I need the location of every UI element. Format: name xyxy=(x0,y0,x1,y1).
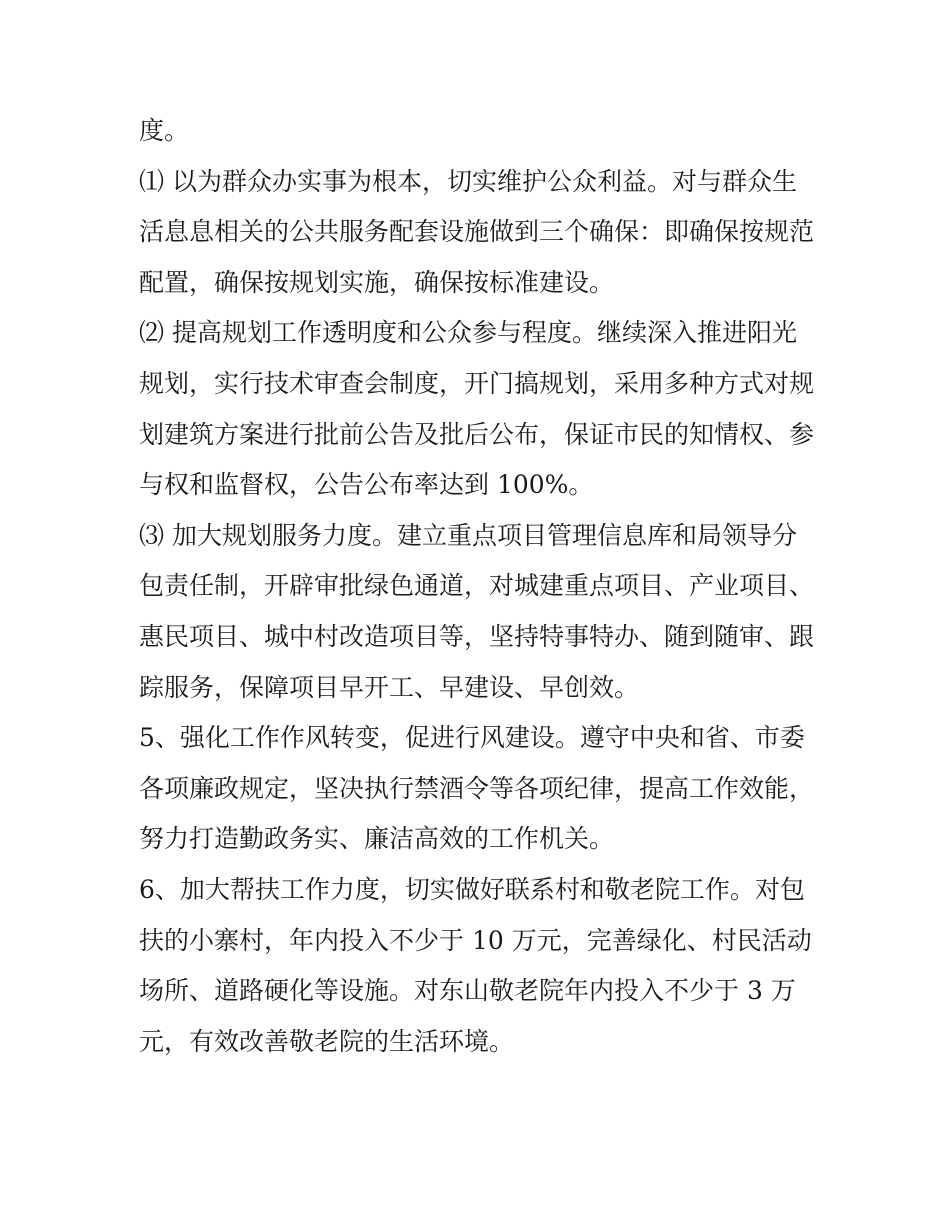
paragraph-section-5 xyxy=(139,713,819,865)
text-line: 惠民项目、城中村改造项目等，坚持特事特办、随到随审、跟 xyxy=(139,621,815,651)
text-line: 元，有效改善敬老院的生活环境。 xyxy=(139,1026,515,1056)
paragraph-item-1 xyxy=(139,157,819,309)
text-line: 划建筑方案进行批前公告及批后公布，保证市民的知情权、参 xyxy=(139,419,815,449)
text-line: 度。 xyxy=(139,116,190,145)
text-line: 包责任制，开辟审批绿色通道，对城建重点项目、产业项目、 xyxy=(139,571,815,601)
text-line: 扶的小寨村，年内投入不少于 10 万元，完善绿化、村民活动 xyxy=(139,925,812,955)
document-body xyxy=(139,106,819,1067)
paragraph-continuation xyxy=(139,106,819,157)
paragraph-section-6 xyxy=(139,865,819,1067)
text-line: 5、强化工作作风转变，促进行风建设。遵守中央和省、市委 xyxy=(139,723,805,753)
paragraph-item-2 xyxy=(139,308,819,510)
text-line: 6、加大帮扶工作力度，切实做好联系村和敬老院工作。对包 xyxy=(139,874,805,904)
paragraph-item-3 xyxy=(139,511,819,713)
text-line: 配置，确保按规划实施，确保按标准建设。 xyxy=(139,267,615,297)
text-line: ⑵ 提高规划工作透明度和公众参与程度。继续深入推进阳光 xyxy=(139,318,797,348)
text-line: 规划，实行技术审查会制度，开门搞规划，采用多种方式对规 xyxy=(139,368,815,398)
text-line: ⑶ 加大规划服务力度。建立重点项目管理信息库和局领导分 xyxy=(139,520,797,550)
text-line: 努力打造勤政务实、廉洁高效的工作机关。 xyxy=(139,824,615,854)
text-line: 踪服务，保障项目早开工、早建设、早创效。 xyxy=(139,672,640,702)
text-line: 与权和监督权，公告公布率达到 100%。 xyxy=(139,470,594,500)
text-line: 场所、道路硬化等设施。对东山敬老院年内投入不少于 3 万 xyxy=(139,976,796,1006)
text-line: 活息息相关的公共服务配套设施做到三个确保：即确保按规范 xyxy=(139,217,815,247)
text-line: ⑴ 以为群众办实事为根本，切实维护公众利益。对与群众生 xyxy=(139,166,797,196)
text-line: 各项廉政规定，坚决执行禁酒令等各项纪律，提高工作效能， xyxy=(139,773,815,803)
